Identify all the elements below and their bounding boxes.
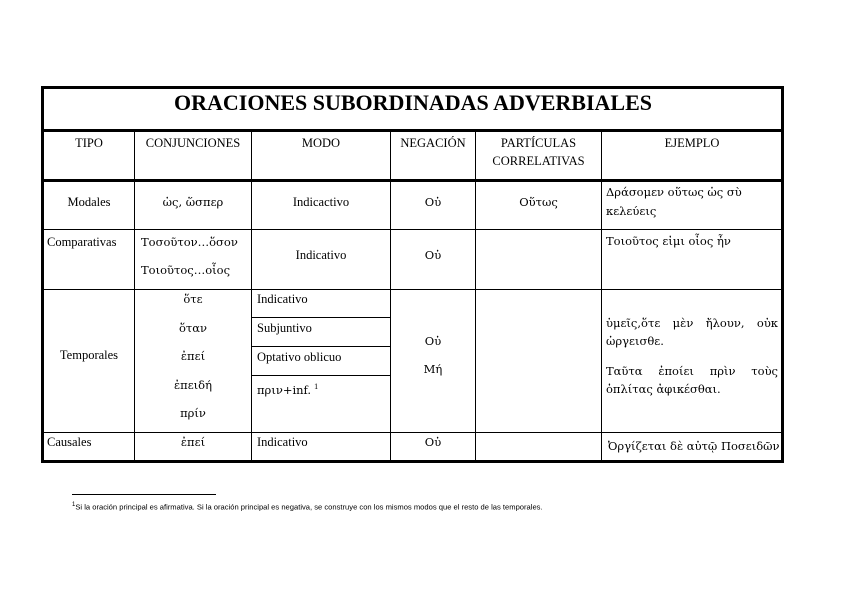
- footnote-mark: 1: [72, 502, 76, 508]
- temporales-conjuncion: ὅτε: [183, 292, 203, 306]
- comparativas-modo: Indicativo: [295, 248, 347, 262]
- temporales-modo-text: πριν+inf.: [257, 383, 312, 398]
- column-line: [475, 131, 476, 461]
- column-line: [390, 131, 391, 461]
- row-line: [43, 229, 783, 230]
- footnote: [72, 502, 543, 512]
- modales-modo: Indicactivo: [292, 195, 350, 209]
- temporales-ejemplo-2-line2: ὁπλίτας ἀφικέσθαι.: [606, 382, 721, 396]
- table-border-bottom: [41, 460, 784, 463]
- modo-subline: [251, 317, 390, 318]
- comparativas-negacion: Οὐ: [424, 248, 442, 262]
- temporales-modo: Optativo oblicuo: [257, 350, 342, 364]
- temporales-conjuncion: ἐπειδή: [173, 378, 212, 392]
- comparativas-conjunciones: Τοσοῦτον…ὅσον: [141, 235, 238, 249]
- temporales-negacion: Οὐ: [424, 334, 442, 348]
- footnote-reference: 1: [314, 382, 319, 391]
- temporales-ejemplo-2-line1: Ταῦτα ἐποίει πρὶν τοὺς: [606, 364, 778, 378]
- header-particulas-line2: CORRELATIVAS: [492, 154, 585, 168]
- temporales-modo-prin-inf: [257, 380, 318, 397]
- header-divider: [41, 179, 784, 182]
- causales-tipo: Causales: [47, 435, 92, 449]
- temporales-conjuncion: ἐπεί: [180, 349, 206, 363]
- row-line: [43, 432, 783, 433]
- header-tipo: TIPO: [75, 136, 103, 150]
- header-ejemplo: EJEMPLO: [664, 136, 720, 150]
- header-conjunciones: CONJUNCIONES: [145, 136, 241, 150]
- causales-conjunciones: ἐπεί: [180, 435, 206, 449]
- header-modo: MODO: [301, 136, 341, 150]
- temporales-negacion-line2: Μή: [423, 362, 443, 376]
- title-divider: [41, 129, 784, 132]
- modo-subline: [251, 346, 390, 347]
- comparativas-conjunciones-line2: Τοιοῦτος…οἷος: [141, 263, 231, 277]
- header-negacion: NEGACIÓN: [400, 136, 466, 150]
- temporales-modo: Indicativo: [257, 292, 308, 306]
- temporales-ejemplo-1-line1: ὑμεῖς,ὅτε μὲν ἤλουν, οὐκ: [606, 316, 778, 330]
- temporales-tipo: Temporales: [59, 348, 119, 362]
- causales-modo: Indicativo: [257, 435, 308, 449]
- row-line: [43, 289, 783, 290]
- causales-ejemplo: Ὀργίζεται δὲ αὐτῷ Ποσειδῶν: [608, 439, 780, 453]
- comparativas-ejemplo: Τοιοῦτος εἰμι οἷος ἦν: [606, 234, 731, 248]
- modales-ejemplo-line2: κελεύεις: [606, 204, 657, 218]
- column-line: [601, 131, 602, 461]
- footnote-separator: [72, 494, 216, 495]
- table-border-top: [41, 86, 784, 89]
- modo-subline: [251, 375, 390, 376]
- temporales-ejemplo-2: [606, 362, 778, 398]
- causales-negacion: Οὐ: [424, 435, 442, 449]
- temporales-modo: Subjuntivo: [257, 321, 312, 335]
- modales-negacion: Οὐ: [424, 195, 442, 209]
- modales-tipo: Modales: [67, 195, 111, 209]
- comparativas-tipo: Comparativas: [47, 235, 117, 249]
- page-title: ORACIONES SUBORDINADAS ADVERBIALES: [174, 90, 652, 115]
- temporales-ejemplo-1-line2: ὠργεισθε.: [606, 334, 664, 348]
- column-line: [251, 131, 252, 461]
- footnote-text: Si la oración principal es afirmativa. Si la oración principal es negativa, se construye con los mismos modos que el resto de las temporales.: [75, 502, 543, 512]
- modales-conjunciones: ὡς, ὥσπερ: [162, 195, 224, 209]
- temporales-ejemplo-1: [606, 314, 778, 350]
- temporales-conjuncion: ὅταν: [178, 321, 208, 335]
- modales-particulas: Οὕτως: [519, 195, 558, 209]
- temporales-conjuncion: πρίν: [180, 406, 206, 420]
- modales-ejemplo: Δράσομεν οὕτως ὡς σὺ: [606, 185, 742, 199]
- header-particulas: PARTÍCULAS: [500, 136, 577, 150]
